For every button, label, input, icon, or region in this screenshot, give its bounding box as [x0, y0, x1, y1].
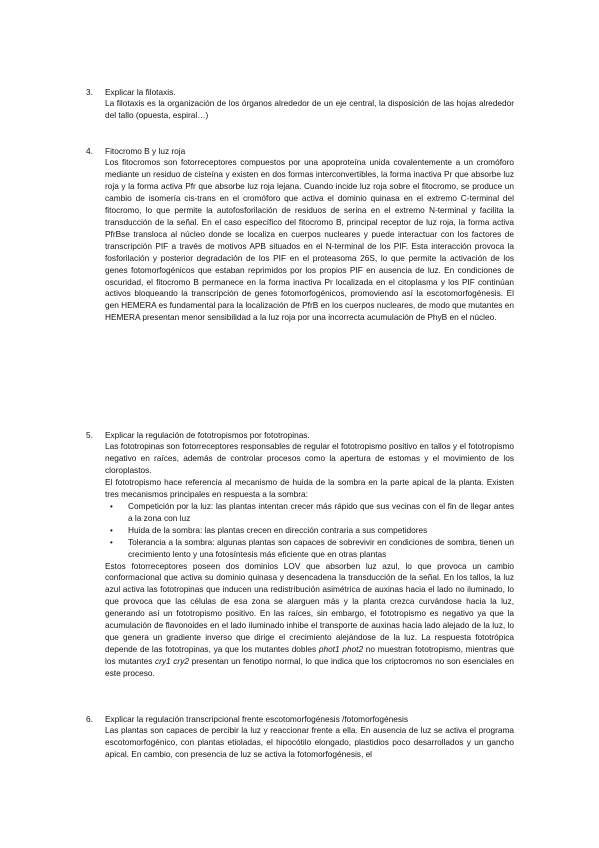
section-heading: [86, 145, 514, 157]
section-body: [105, 441, 514, 680]
paragraph: Las plantas son capaces de percibir la luz y reaccionar frente a ella. En ausencia de luz se activa el programa escotomorfogénico, con plantas etioladas, el hipocótilo elongado, plastidios poco desarrollados y un gancho apical. En cambio, con presencia de luz se activa la fotomorfogénesis, el: [105, 725, 514, 759]
list-item: [105, 537, 514, 561]
section-3: [86, 86, 514, 122]
list-item: [105, 525, 514, 537]
section-number: 5.: [86, 430, 93, 440]
section-number: 3.: [86, 87, 93, 97]
section-title: Explicar la filotaxis.: [105, 87, 176, 97]
italic-gene-name: cry1 cry2: [154, 656, 189, 667]
bullet-list: [105, 501, 514, 561]
paragraph-text: no muestran fototropismo, mientras que los mutantes: [105, 644, 514, 667]
list-item-text: Competición por la luz: las plantas intentan crecer más rápido que sus vecinas con el fin de llegar antes a la zona con luz: [128, 500, 514, 523]
section-heading: [86, 86, 514, 98]
bullet-icon: •: [110, 537, 113, 547]
paragraph: El fototropismo hace referencia al mecanismo de huida de la sombra en la parte apical de la planta. Existen tres mecanismos principales en respuesta a la sombra:: [105, 476, 514, 499]
bullet-icon: •: [110, 501, 113, 511]
paragraph: [105, 561, 514, 681]
list-item-text: Tolerancia a la sombra: algunas plantas son capaces de sobrevivir en condiciones de sombra, tienen un crecimiento lento y una fotosíntesis más eficiente que en otras plantas: [128, 536, 514, 559]
section-heading: [86, 429, 514, 441]
section-5: [86, 429, 514, 680]
section-number: 4.: [86, 146, 93, 156]
section-number: 6.: [86, 714, 93, 724]
italic-gene-name: phot1 phot2: [318, 644, 364, 655]
section-6: [86, 713, 514, 761]
bullet-icon: •: [110, 525, 113, 535]
paragraph: La filotaxis es la organización de los órganos alrededor de un eje central, la disposición de las hojas alrededor del tallo (opuesta, espiral…): [105, 98, 514, 120]
paragraph-text: presentan un fenotipo normal, lo que indica que los criptocromos no son esenciales en este proceso.: [105, 656, 514, 679]
list-item-text: Huida de la sombra: las plantas crecen en dirección contraria a sus competidores: [128, 524, 428, 535]
section-4: [86, 145, 514, 324]
section-body: [105, 725, 514, 761]
list-item: [105, 501, 514, 525]
section-title: Explicar la regulación transcripcional frente escotomorfogénesis /fotomorfogénesis: [105, 714, 408, 724]
paragraph: Las fototropinas son fotorreceptores responsables de regular el fototropismo positivo en tallos y el fototropismo negativo en raíces, además de controlar procesos como la apertura de estomas y el movimiento de los cloroplastos.: [105, 441, 514, 475]
paragraph: Los fitocromos son fotorreceptores compuestos por una apoproteína unida covalentemente a un cromóforo mediante un residuo de cisteína y existen en dos formas interconvertibles, la forma inactiva Pr que absorbe luz roja y la forma activa Pfr que absorbe luz roja lejana. Cuando incide luz roja sobre el fitocromo, se produce un cambio de isomería cis-trans en el cromóforo que activa el dominio quinasa en el extremo C-terminal del fitocromo, lo que permite la autofosforilación de residuos de serina en el extremo N-terminal y facilita la transducción de la señal. En el caso específico del fitocromo B, principal receptor de luz roja, la forma activa PfrBse transloca al núcleo donde se localiza en cuerpos nucleares y puede interactuar con los factores de transcripción PIF a través de motivos APB situados en el N-terminal de los PIF. Esta interacción provoca la fosforilación y posterior degradación de los PIF en el proteasoma 26S, lo que permite la activación de los genes fotomorfogénicos que estaban reprimidos por los propios PIF en ausencia de luz. En condiciones de oscuridad, el fitocromo B permanece en la forma inactiva Pr localizada en el citoplasma y los PIF continúan activos bloqueando la transcripción de genes fotomorfogénicos, promoviendo así la escotomorfogénesis. El gen HEMERA es fundamental para la localización de PfrB en los cuerpos nucleares, de modo que mutantes en HEMERA presentan menor sensibilidad a la luz roja por una incorrecta acumulación de PhyB en el núcleo.: [105, 157, 514, 323]
section-title: Fitocromo B y luz roja: [105, 146, 186, 156]
section-title: Explicar la regulación de fototropismos por fototropinas.: [105, 430, 310, 440]
section-heading: [86, 713, 514, 725]
section-body: [105, 98, 514, 122]
paragraph-text: Estos fotorreceptores poseen dos dominios LOV que absorben luz azul, lo que provoca un cambio conformacional que activa su dominio quinasa y desencadena la transducción de la señal. En los tallos, la luz azul activa las fototropinas que inducen una redistribución asimétrica de auxinas hacia el lado no iluminado, lo que provoca que las células de esa zona se alarguen más y la planta crezca curvándose hacia la luz, generando así un fototropismo positivo. En las raíces, sin embargo, el fototropismo es negativo ya que la acumulación de flavonoides en el lado iluminado inhibe el transporte de auxinas hacia lado alejado de la luz, lo que genera un gradiente inverso que dirige el crecimiento alejándose de la luz. La respuesta fototrópica depende de las fototropinas, ya que los mutantes dobles: [105, 560, 514, 655]
section-body: [105, 157, 514, 324]
